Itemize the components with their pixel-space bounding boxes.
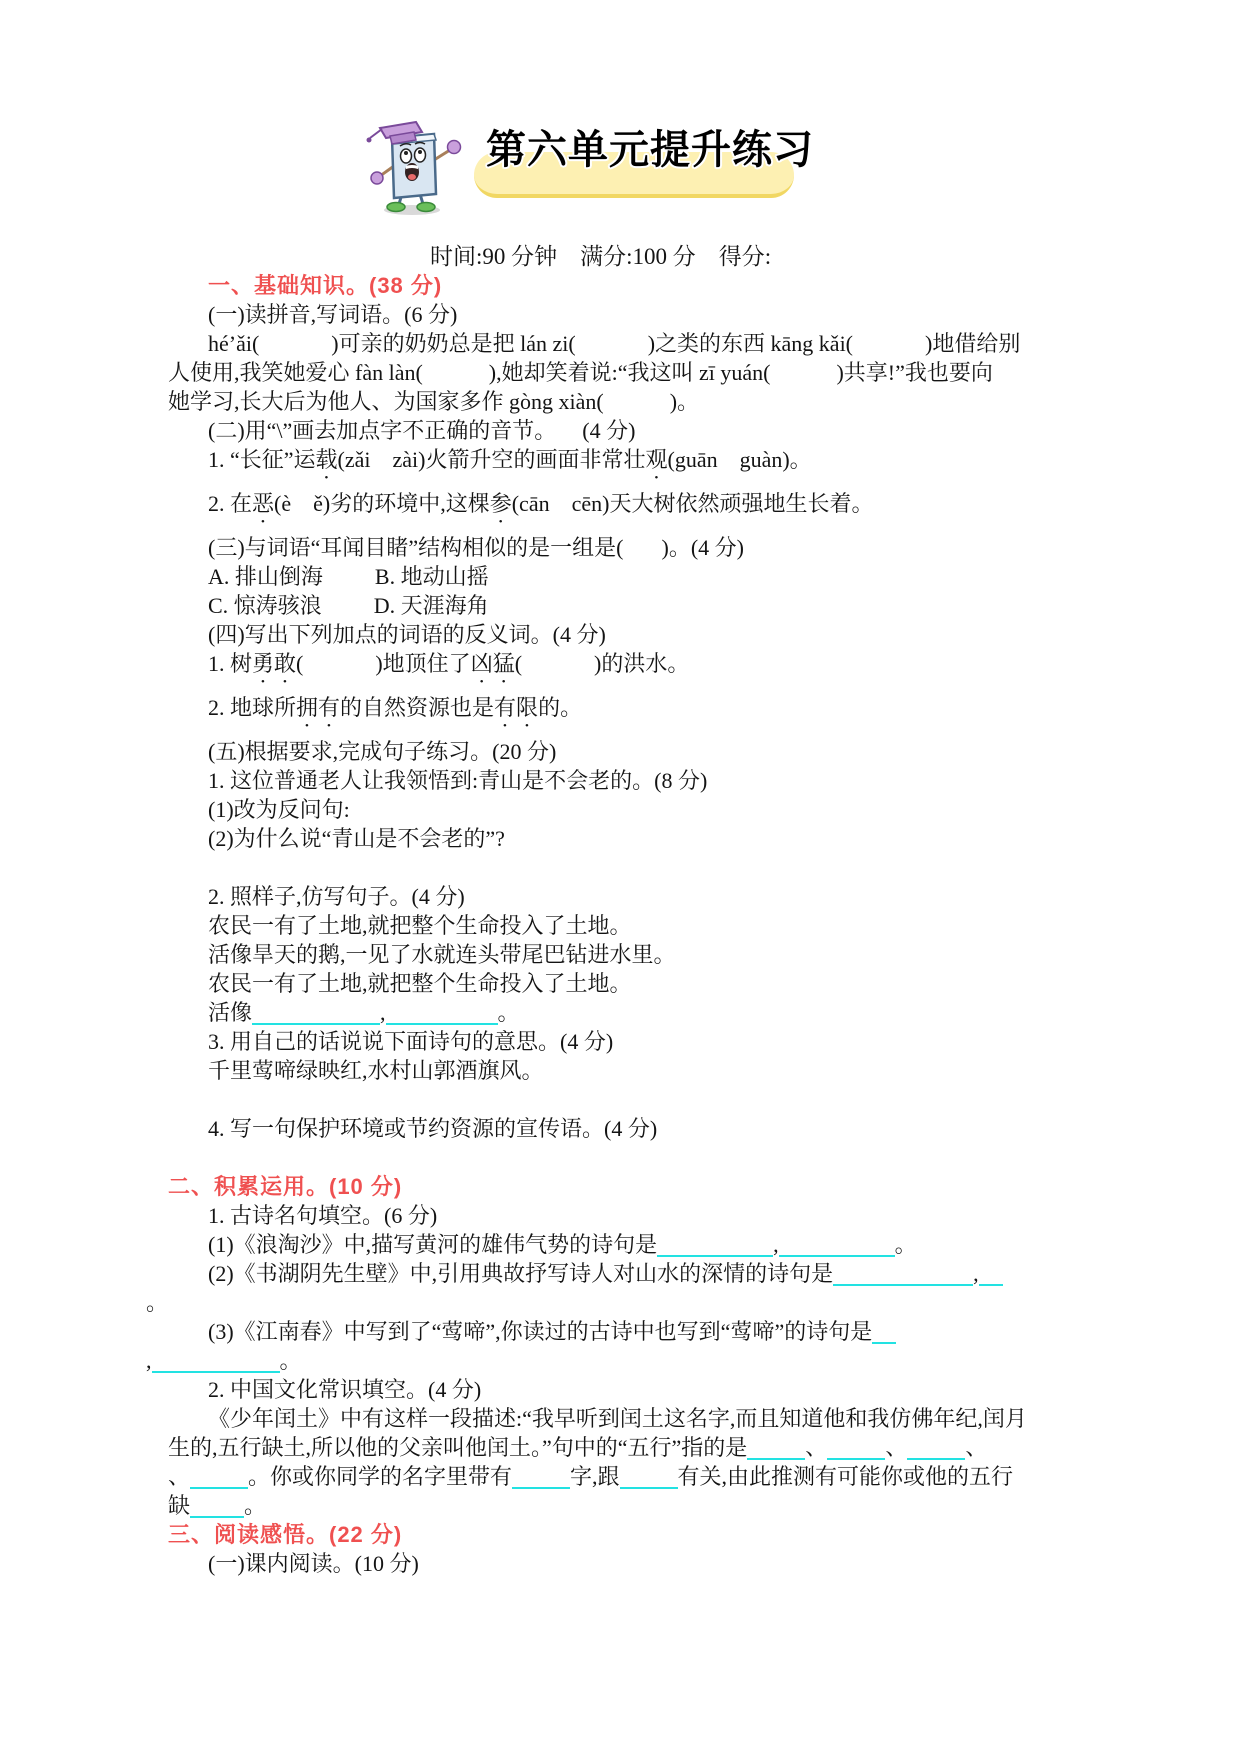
text-run: 、 [805, 1435, 828, 1460]
answer-blank[interactable] [657, 1237, 773, 1257]
text-line [168, 1230, 1113, 1259]
text-run: 4. 写一句保护环境或节约资源的宣传语。(4 分) [208, 1116, 658, 1141]
blank-line [168, 853, 1113, 882]
text-run: ( [296, 651, 304, 676]
answer-blank[interactable] [620, 1469, 678, 1489]
text-run: (1)改为反问句: [208, 797, 350, 822]
text-line [168, 445, 1113, 484]
section-heading [168, 271, 1113, 300]
text-run: )之类的东西 kāng kǎi( [647, 331, 854, 356]
text-run: 的自然资源也是 [340, 695, 495, 720]
text-line [168, 1056, 1113, 1085]
paren-space [576, 350, 648, 351]
text-run: (4 分) [582, 418, 636, 443]
text-run: 她学习,长大后为他人、为国家多作 gòng xiàn( [168, 389, 604, 414]
text-line [168, 358, 1113, 387]
text-line [168, 489, 1113, 528]
text-run: 1. 树 [208, 651, 253, 676]
text-run: 、 [168, 1464, 191, 1489]
blank-line [168, 1143, 1113, 1172]
dotted-emphasis-text: 参 [489, 491, 512, 516]
text-run: (2)《书湖阴先生壁》中,引用典故抒写诗人对山水的深情的诗句是 [208, 1261, 834, 1286]
text-run: )。 [669, 389, 700, 414]
answer-blank[interactable] [979, 1266, 1003, 1286]
text-run: (二)用“\”画去加点字不正确的音节。 [208, 418, 557, 443]
text-run: ( [514, 651, 523, 676]
text-run: 2. 地球所 [208, 695, 297, 720]
text-line [168, 737, 1113, 766]
text-run: (一)读拼音,写词语。(6 分) [208, 302, 458, 327]
text-line [168, 911, 1113, 940]
paren-space [624, 554, 662, 555]
text-run: 缺 [168, 1493, 191, 1518]
section-heading [168, 1172, 1113, 1201]
text-run: 活像旱天的鹅,一见了水就连头带尾巴钻进水里。 [208, 942, 676, 967]
text-line [146, 1288, 1113, 1317]
paren-space [770, 379, 836, 380]
text-run: 。 [279, 1348, 302, 1373]
text-run: (guān guàn)。 [667, 447, 812, 472]
text-run: (cān cēn)天大树依然顽强地生长着。 [511, 491, 874, 516]
paren-space [303, 670, 375, 671]
text-run: (è ě)劣的环境中,这棵 [274, 491, 490, 516]
text-run: 2. 在 [208, 491, 253, 516]
text-line [168, 562, 1113, 591]
text-run: )地借给别 [925, 331, 1021, 356]
text-run: 人使用,我笑她爱心 fàn làn( [168, 360, 423, 385]
text-run: ),她却笑着说:“我这叫 zī yuán( [488, 360, 771, 385]
dotted-emphasis-text: 勇敢 [252, 651, 297, 676]
worksheet-body [146, 271, 1113, 1578]
text-run: 2. 中国文化常识填空。(4 分) [208, 1377, 482, 1402]
text-line [168, 1375, 1113, 1404]
text-run: , [146, 1348, 152, 1373]
answer-blank[interactable] [872, 1324, 896, 1344]
text-line [168, 795, 1113, 824]
text-line [168, 998, 1113, 1027]
paren-space [556, 437, 582, 438]
text-run: )地顶住了 [375, 651, 471, 676]
text-run: )的洪水。 [594, 651, 690, 676]
answer-blank[interactable] [833, 1266, 973, 1286]
text-run: 有关,由此推测有可能你或他的五行 [677, 1464, 1014, 1489]
page-title: 第六单元提升练习 [486, 127, 814, 172]
text-run: 、 [965, 1435, 988, 1460]
text-line [168, 1027, 1113, 1056]
text-run: 字,跟 [570, 1464, 620, 1489]
text-line [168, 387, 1113, 416]
text-run: (1)《浪淘沙》中,描写黄河的雄伟气势的诗句是 [208, 1232, 658, 1257]
text-line [168, 1317, 1113, 1346]
worksheet-header [350, 114, 814, 218]
text-run: (四)写出下列加点的词语的反义词。(4 分) [208, 622, 606, 647]
text-run: (zǎi zài)火箭升空的画面非常壮 [337, 447, 646, 472]
text-run: 生的,五行缺土,所以他的父亲叫他闰土。”句中的“五行”指的是 [168, 1435, 748, 1460]
text-run: 。 [244, 1493, 267, 1518]
paren-space [322, 612, 374, 613]
dotted-emphasis-text: 恶 [252, 491, 275, 516]
text-run: 1. 这位普通老人让我领悟到:青山是不会老的。(8 分) [208, 768, 708, 793]
text-run: 2. 照样子,仿写句子。(4 分) [208, 884, 465, 909]
text-run: , [973, 1261, 979, 1286]
text-line [168, 416, 1113, 445]
text-run: D. 天涯海角 [373, 593, 489, 618]
text-run: , [380, 1000, 386, 1025]
text-run: 二、积累运用。(10 分) [168, 1174, 403, 1199]
dotted-emphasis-text: 载 [315, 447, 338, 472]
text-run: )。(4 分) [661, 535, 744, 560]
answer-blank[interactable] [512, 1469, 570, 1489]
text-run: (2)为什么说“青山是不会老的”? [208, 826, 505, 851]
text-run: B. 地动山摇 [374, 564, 489, 589]
blank-line [168, 1085, 1113, 1114]
book-mascot-illustration [350, 114, 470, 218]
text-line [168, 940, 1113, 969]
text-line [168, 1549, 1113, 1578]
text-line [168, 766, 1113, 795]
text-run: 农民一有了土地,就把整个生命投入了土地。 [208, 971, 632, 996]
text-line [168, 1462, 1113, 1491]
text-run: 活像 [208, 1000, 253, 1025]
text-line [146, 1346, 1113, 1375]
dotted-emphasis-text: 拥有 [296, 695, 341, 720]
text-line [168, 300, 1113, 329]
text-line [168, 1259, 1113, 1288]
text-run: )可亲的奶奶总是把 lán zi( [331, 331, 576, 356]
dotted-emphasis-text: 有限 [494, 695, 539, 720]
text-line [168, 1433, 1113, 1462]
text-run: 三、阅读感悟。(22 分) [168, 1522, 403, 1547]
paren-space [853, 350, 925, 351]
answer-blank[interactable] [907, 1440, 965, 1460]
exam-meta-line: 时间:90 分钟 满分:100 分 得分: [430, 244, 772, 269]
text-run: C. 惊涛骇浪 [208, 593, 322, 618]
text-line [168, 1114, 1113, 1143]
text-run: 。 [894, 1232, 917, 1257]
text-run: 1. 古诗名句填空。(6 分) [208, 1203, 438, 1228]
text-run: 。你或你同学的名字里带有 [248, 1464, 513, 1489]
text-run: (五)根据要求,完成句子练习。(20 分) [208, 739, 557, 764]
text-run: 。 [497, 1000, 520, 1025]
text-run: A. 排山倒海 [208, 564, 323, 589]
text-run: , [773, 1232, 779, 1257]
answer-blank[interactable] [190, 1469, 248, 1489]
text-run: (一)课内阅读。(10 分) [208, 1551, 419, 1576]
text-run: 一、基础知识。(38 分) [208, 273, 443, 298]
section-heading [168, 1520, 1113, 1549]
text-line [168, 329, 1113, 358]
text-run: 1. “长征”运 [208, 447, 316, 472]
text-run: 。 [146, 1290, 169, 1315]
text-line [168, 649, 1113, 688]
text-run: (三)与词语“耳闻目睹”结构相似的是一组是( [208, 535, 624, 560]
text-line [168, 693, 1113, 732]
text-line [168, 620, 1113, 649]
text-line [168, 969, 1113, 998]
paren-space [522, 670, 594, 671]
text-line [168, 1404, 1113, 1433]
text-run: 《少年闰土》中有这样一段描述:“我早听到闰土这名字,而且知道他和我仿佛年纪,闰月 [208, 1406, 1027, 1431]
answer-blank[interactable] [779, 1237, 895, 1257]
paren-space [259, 350, 331, 351]
text-run: 、 [885, 1435, 908, 1460]
paren-space [604, 408, 670, 409]
answer-blank[interactable] [827, 1440, 885, 1460]
answer-blank[interactable] [190, 1498, 244, 1518]
title-banner [474, 114, 814, 214]
text-run: hé’ǎi( [208, 331, 260, 356]
paren-space [423, 379, 489, 380]
text-run: 千里莺啼绿映红,水村山郭酒旗风。 [208, 1058, 544, 1083]
text-run: 的。 [538, 695, 583, 720]
text-run: )共享!”我也要向 [836, 360, 993, 385]
answer-blank[interactable] [152, 1353, 280, 1373]
text-run: (3)《江南春》中写到了“莺啼”,你读过的古诗中也写到“莺啼”的诗句是 [208, 1319, 873, 1344]
text-line [168, 1201, 1113, 1230]
text-line [168, 824, 1113, 853]
answer-blank[interactable] [747, 1440, 805, 1460]
answer-blank[interactable] [386, 1005, 498, 1025]
text-line [168, 1491, 1113, 1520]
text-line [168, 591, 1113, 620]
dotted-emphasis-text: 观 [645, 447, 668, 472]
paren-space [323, 583, 375, 584]
text-run: 3. 用自己的话说说下面诗句的意思。(4 分) [208, 1029, 614, 1054]
dotted-emphasis-text: 凶猛 [470, 651, 515, 676]
text-line [168, 533, 1113, 562]
text-run: 农民一有了土地,就把整个生命投入了土地。 [208, 913, 632, 938]
text-line [168, 882, 1113, 911]
answer-blank[interactable] [252, 1005, 380, 1025]
